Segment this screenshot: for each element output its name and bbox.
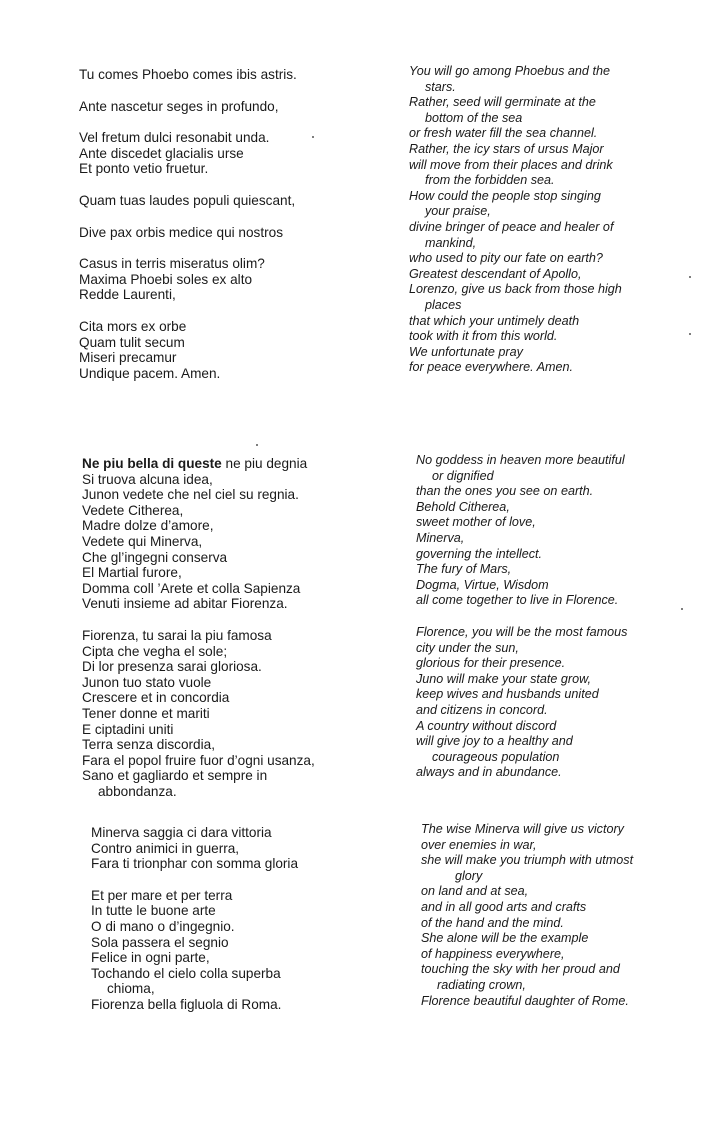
verse-line: Vedete qui Minerva,: [82, 533, 203, 549]
scan-speck: [681, 608, 683, 610]
verse-line: In tutte le buone arte: [91, 903, 216, 919]
verse-line: Si truova alcuna idea,: [82, 471, 213, 487]
verse-line: keep wives and husbands united: [416, 687, 599, 702]
verse-line: that which your untimely death: [409, 313, 580, 328]
verse-line: from the forbidden sea.: [425, 173, 555, 188]
scan-speck: [256, 444, 258, 446]
verse-line: She alone will be the example: [421, 931, 589, 946]
verse-line: Tu comes Phoebo comes ibis astris.: [79, 67, 297, 82]
stanza-gap: [79, 240, 297, 256]
verse-line: We unfortunate pray: [409, 344, 523, 359]
verse-line: Crescere et in concordia: [82, 690, 230, 706]
verse-line: Terra senza discordia,: [82, 737, 215, 753]
stanza-gap: [79, 303, 297, 319]
verse-line: Fara ti trionphar con somma gloria: [91, 856, 299, 872]
verse-line: always and in abundance.: [416, 765, 562, 780]
section1-latin-column: [79, 67, 297, 381]
verse-line: The wise Minerva will give us victory: [421, 822, 624, 836]
verse-line: Miseri precamur: [79, 350, 177, 366]
stanza-gap: [91, 872, 298, 888]
verse-line: Domma coll ’Arete et colla Sapienza: [82, 580, 301, 596]
verse-line: Rather, the icy stars of ursus Major: [409, 141, 604, 156]
incipit-rest: ne piu degnia: [221, 456, 308, 471]
verse-line: Ante nascetur seges in profundo,: [79, 98, 279, 114]
verse-line: divine bringer of peace and healer of: [409, 219, 614, 234]
verse-line: over enemies in war,: [421, 837, 537, 852]
verse-line: Vedete Citherea,: [82, 502, 184, 518]
section2-latin-column: [82, 456, 315, 799]
verse-line: than the ones you see on earth.: [416, 484, 594, 499]
stanza-gap: [79, 83, 297, 99]
stanza-gap: [79, 177, 297, 193]
verse-line: glory: [455, 868, 483, 883]
verse-line: radiating crown,: [437, 977, 526, 992]
verse-line: Florence, you will be the most famous: [416, 624, 628, 639]
verse-line: Redde Laurenti,: [79, 287, 176, 303]
verse-line: Dogma, Virtue, Wisdom: [416, 577, 549, 592]
verse-line: Junon tuo stato vuole: [82, 674, 212, 690]
verse-line: A country without discord: [416, 718, 557, 733]
stanza-gap: [416, 609, 627, 625]
verse-line: or dignified: [432, 468, 494, 483]
verse-line: for peace everywhere. Amen.: [409, 360, 574, 375]
verse-line: Quam tuas laudes populi quiescant,: [79, 192, 296, 208]
verse-line: all come together to live in Florence.: [416, 593, 619, 608]
verse-line: Sano et gagliardo et sempre in: [82, 768, 268, 784]
verse-line: Tener donne et mariti: [82, 705, 210, 721]
verse-line: Di lor presenza sarai gloriosa.: [82, 659, 262, 675]
verse-line: Junon vedete che nel ciel su regnia.: [82, 487, 299, 503]
scan-speck: [312, 136, 314, 138]
verse-line: The fury of Mars,: [416, 562, 512, 577]
verse-line: Venuti insieme ad abitar Fiorenza.: [82, 596, 288, 612]
verse-line: Minerva saggia ci dara vittoria: [91, 825, 272, 840]
verse-line: of the hand and the mind.: [421, 915, 564, 930]
verse-line: will give joy to a healthy and: [416, 734, 573, 749]
verse-line: Sola passera el segnio: [91, 934, 229, 950]
verse-line: Greatest descendant of Apollo,: [409, 266, 582, 281]
verse-line: abbondanza.: [98, 783, 177, 799]
verse-line: [82, 456, 315, 472]
verse-line: E ciptadini uniti: [82, 721, 174, 737]
verse-line: Florence beautiful daughter of Rome.: [421, 993, 629, 1008]
verse-line: Cita mors ex orbe: [79, 318, 187, 334]
verse-line: Casus in terris miseratus olim?: [79, 256, 265, 272]
scan-speck: [689, 276, 691, 278]
verse-line: Et per mare et per terra: [91, 887, 233, 903]
verse-line: on land and at sea,: [421, 884, 529, 899]
verse-line: Che gl’ingegni conserva: [82, 549, 228, 565]
section2-english-column: [416, 453, 627, 781]
verse-line: chioma,: [107, 981, 155, 997]
stanza-gap: [79, 209, 297, 225]
verse-line: Fiorenza, tu sarai la piu famosa: [82, 627, 272, 643]
verse-line: Rather, seed will germinate at the: [409, 95, 596, 110]
verse-line: bottom of the sea: [425, 110, 523, 125]
verse-line: Lorenzo, give us back from those high: [409, 282, 622, 297]
verse-line: or fresh water fill the sea channel.: [409, 126, 598, 141]
stanza-gap: [82, 612, 315, 628]
verse-line: stars.: [425, 79, 456, 94]
verse-line: No goddess in heaven more beautiful: [416, 453, 625, 467]
verse-line: Cipta che vegha el sole;: [82, 643, 228, 659]
verse-line: took with it from this world.: [409, 329, 558, 344]
verse-line: Quam tulit secum: [79, 334, 185, 350]
verse-line: Contro animici in guerra,: [91, 840, 240, 856]
verse-line: O di mano o d’ingegnio.: [91, 918, 235, 934]
verse-line: places: [425, 297, 462, 312]
verse-line: Undique pacem. Amen.: [79, 365, 221, 381]
section3-latin-column: [91, 825, 298, 1013]
verse-line: Ante discedet glacialis urse: [79, 145, 244, 161]
verse-line: How could the people stop singing: [409, 188, 601, 203]
verse-line: Tochando el cielo colla superba: [91, 965, 281, 981]
verse-line: glorious for their presence.: [416, 656, 566, 671]
bold-incipit: Ne piu bella di queste: [82, 456, 222, 471]
verse-line: Juno will make your state grow,: [416, 671, 591, 686]
verse-line: and in all good arts and crafts: [421, 899, 587, 914]
verse-line: courageous population: [432, 749, 560, 764]
scan-speck: [689, 333, 691, 335]
verse-line: Dive pax orbis medice qui nostros: [79, 224, 283, 240]
verse-line: your praise,: [425, 204, 491, 219]
verse-line: Et ponto vetio fruetur.: [79, 161, 209, 177]
section1-english-column: [409, 64, 622, 376]
verse-line: touching the sky with her proud and: [421, 962, 620, 977]
verse-line: governing the intellect.: [416, 546, 543, 561]
verse-line: You will go among Phoebus and the: [409, 64, 610, 78]
verse-line: Fiorenza bella figluola di Roma.: [91, 996, 282, 1012]
verse-line: Fara el popol fruire fuor d’ogni usanza,: [82, 752, 315, 768]
verse-line: Madre dolze d’amore,: [82, 518, 214, 534]
verse-line: mankind,: [425, 235, 477, 250]
verse-line: city under the sun,: [416, 640, 519, 655]
verse-line: sweet mother of love,: [416, 515, 536, 530]
verse-line: Felice in ogni parte,: [91, 950, 210, 966]
verse-line: Vel fretum dulci resonabit unda.: [79, 130, 270, 146]
stanza-gap: [79, 114, 297, 130]
verse-line: Maxima Phoebi soles ex alto: [79, 271, 253, 287]
section3-english-column: [421, 822, 633, 1009]
verse-line: Behold Citherea,: [416, 499, 510, 514]
verse-line: who used to pity our fate on earth?: [409, 251, 603, 266]
verse-line: she will make you triumph with utmost: [421, 853, 634, 868]
verse-line: Minerva,: [416, 530, 465, 545]
verse-line: of happiness everywhere,: [421, 946, 565, 961]
verse-line: will move from their places and drink: [409, 157, 613, 172]
verse-line: El Martial furore,: [82, 565, 182, 581]
verse-line: and citizens in concord.: [416, 702, 548, 717]
